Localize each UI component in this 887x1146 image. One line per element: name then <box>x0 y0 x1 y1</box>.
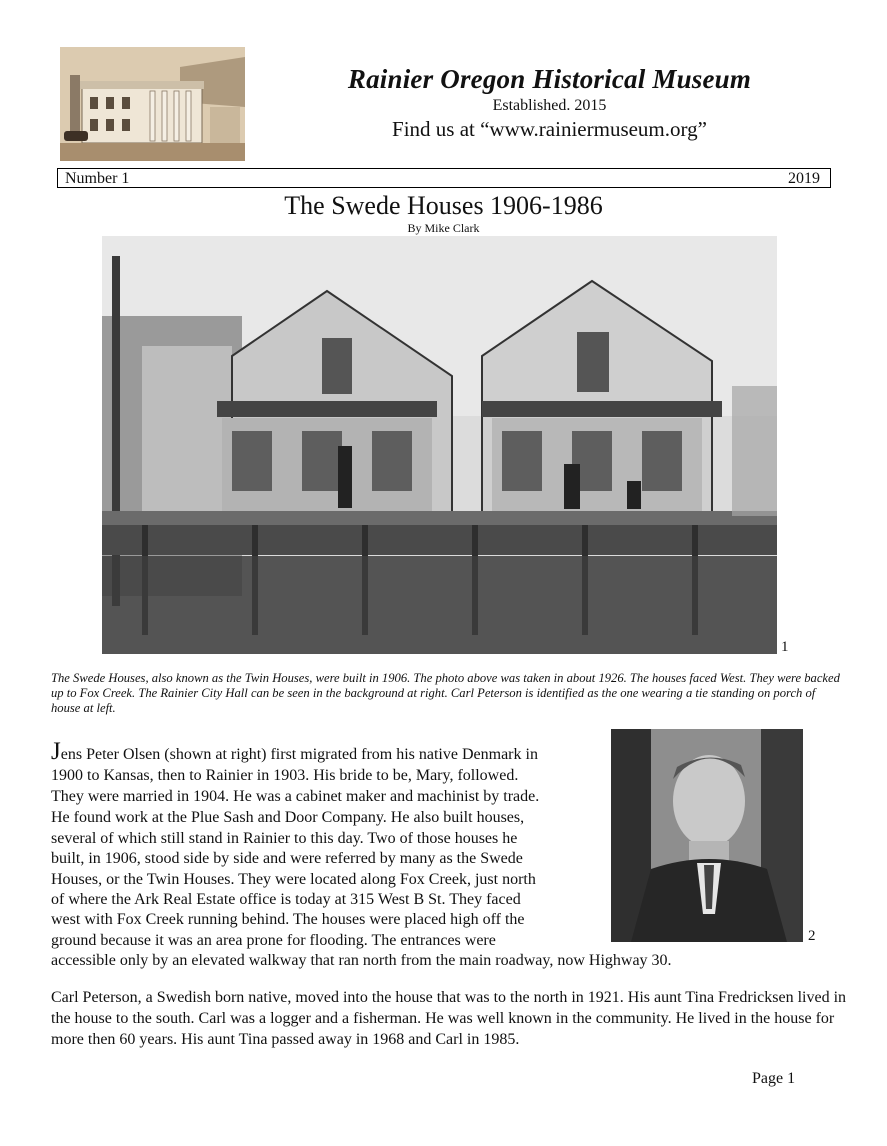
established-line: Established. 2015 <box>492 97 607 114</box>
para1-line-2: 1900 to Kansas, then to Rainier in 1903. His bride to be, Mary, followed. <box>51 767 519 784</box>
photo-caption: The Swede Houses, also known as the Twin Houses, were built in 1906. The photo above was taken in about 1926. The houses faced West. They were backed up to Fox Creek. The Rainier City Hall can be seen in the background at right. Carl Peterson is identified as the one wearing a tie standing on porch of house at left. <box>51 671 840 715</box>
para1-line-9: west with Fox Creek running behind. The houses were placed high off the <box>51 911 525 928</box>
para1-line-7: Houses, or the Twin Houses. They were located along Fox Creek, just north <box>51 871 536 888</box>
article-byline: By Mike Clark <box>407 221 480 235</box>
city-hall-photo <box>60 47 245 161</box>
museum-name: Rainier Oregon Historical Museum <box>347 64 752 94</box>
paragraph-2: Carl Peterson, a Swedish born native, moved into the house that was to the north in 1921. His aunt Tina Fredricksen lived in the house to the south. Carl was a logger and a fisherman. He was well known in the community. He lived in the house for more then 60 years. His aunt Tina passed away in 1968 and Carl in 1985. <box>51 989 847 1048</box>
photo-number-1: 1 <box>781 639 789 655</box>
website-line: Find us at “www.rainiermuseum.org” <box>392 117 707 141</box>
para1-line-6: built, in 1906, stood side by side and were referred by many as the Swede <box>51 850 523 867</box>
issue-bar <box>57 168 831 188</box>
para1-line-3: They were married in 1904. He was a cabinet maker and machinist by trade. <box>51 788 540 805</box>
issue-number: Number 1 <box>65 170 130 187</box>
para1-line-4: He found work at the Plue Sash and Door Company. He also built houses, <box>51 809 525 826</box>
para1-line-1: Jens Peter Olsen (shown at right) first migrated from his native Denmark in <box>51 738 538 765</box>
page-number: Page 1 <box>752 1070 796 1087</box>
article-title: The Swede Houses 1906-1986 <box>284 191 603 220</box>
jens-peter-olsen-portrait <box>611 729 803 942</box>
drop-cap: J <box>51 738 61 765</box>
para1-line-11: accessible only by an elevated walkway that ran north from the main roadway, now Highway 30. <box>51 952 672 969</box>
para1-line-10: ground because it was an area prone for flooding. The entrances were <box>51 932 496 949</box>
photo-number-2: 2 <box>808 928 816 944</box>
issue-year: 2019 <box>788 170 820 187</box>
swede-houses-photo <box>102 236 777 654</box>
para1-line-8: of where the Ark Real Estate office is today at 315 West B St. They faced <box>51 891 521 908</box>
para1-line-5: several of which still stand in Rainier to this day. Two of those houses he <box>51 830 518 847</box>
